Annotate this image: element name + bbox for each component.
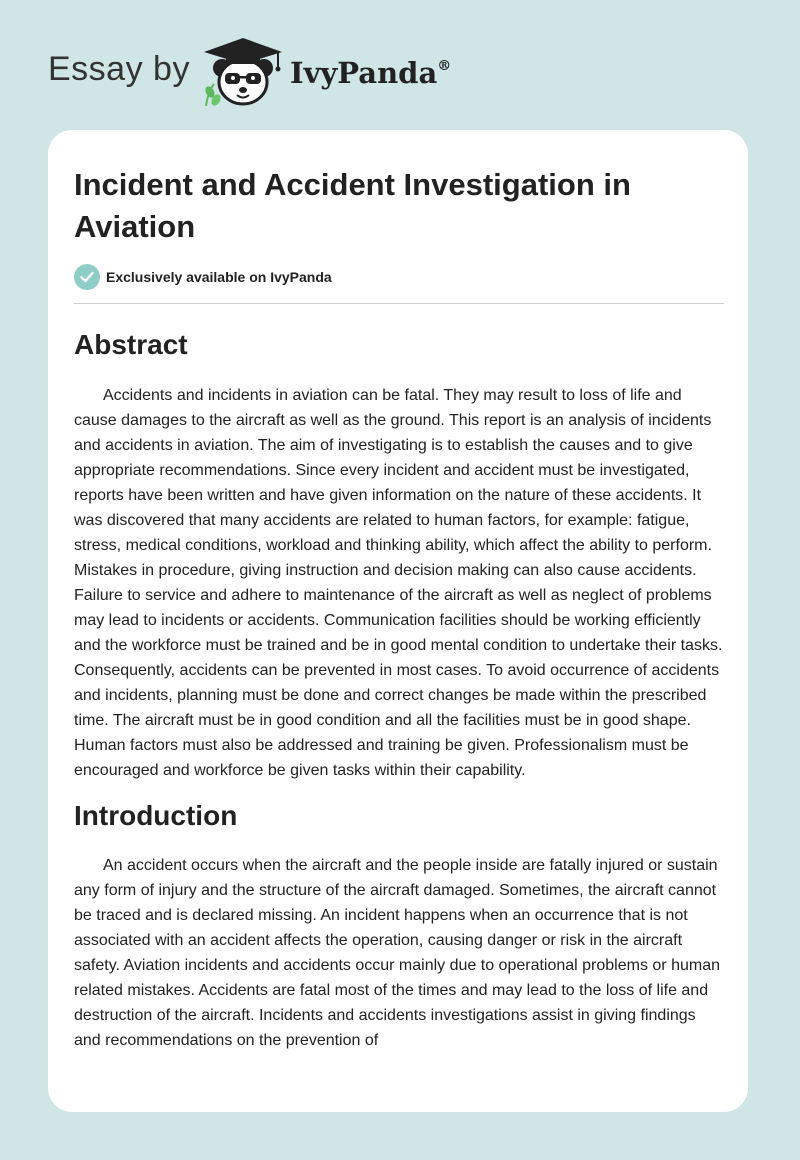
brand-name[interactable] — [290, 56, 451, 90]
essay-card — [48, 130, 748, 1112]
divider — [74, 303, 724, 304]
exclusive-label: Exclusively available on IvyPanda — [106, 269, 332, 285]
section-body-introduction: An accident occurs when the aircraft and the people inside are fatally injured or sustain any form of injury and the structure of the aircraft damaged. Sometimes, the aircraft cannot be traced and is declared missing. An incident happens when an occurrence that is not associated with an accident affects the operation, causing danger or risk in the aircraft safety. Aviation incidents and accidents occur mainly due to operational problems or human related mistakes. Accidents are fatal most of the times and may lead to the loss of life and destruction of the aircraft. Incidents and accidents investigations assist in giving findings and recommendations on the prevention of — [74, 857, 720, 1049]
section-heading-abstract: Abstract — [74, 329, 188, 360]
section-body-abstract: Accidents and incidents in aviation can be fatal. They may result to loss of life and cause damages to the aircraft as well as the ground. This report is an analysis of incidents and accidents in aviation. The aim of investigating is to establish the causes and to give appropriate recommendations. Since every incident and accident must be investigated, reports have been written and have given information on the nature of these accidents. It was discovered that many accidents are related to human factors, for example: fatigue, stress, medical conditions, workload and thinking ability, which affect the ability to perform. Mistakes in procedure, giving instruction and decision making can also cause accidents. Failure to service and adhere to maintenance of the aircraft as well as neglect of problems may lead to incidents or accidents. Communication facilities should be working efficiently and the workforce must be trained and be in good mental condition to undertake their tasks. Consequently, accidents can be prevented in most cases. To avoid occurrence of accidents and incidents, planning must be done and correct changes be made within the prescribed time. The aircraft must be in good condition and all the facilities must be in good shape. Human factors must also be addressed and training be given. Professionalism must be encouraged and workforce be given tasks within their capability. — [74, 387, 723, 779]
essay-by-label: Essay by — [48, 50, 190, 88]
page-title: Incident and Accident Investigation in Aviation — [74, 167, 631, 244]
section-heading-introduction: Introduction — [74, 800, 238, 831]
brand-name-text: IvyPanda — [290, 56, 438, 90]
site-header — [0, 0, 800, 130]
check-icon — [74, 264, 100, 290]
registered-mark: ® — [437, 58, 452, 75]
panda-logo-icon[interactable] — [198, 34, 288, 110]
exclusive-badge — [74, 264, 724, 290]
